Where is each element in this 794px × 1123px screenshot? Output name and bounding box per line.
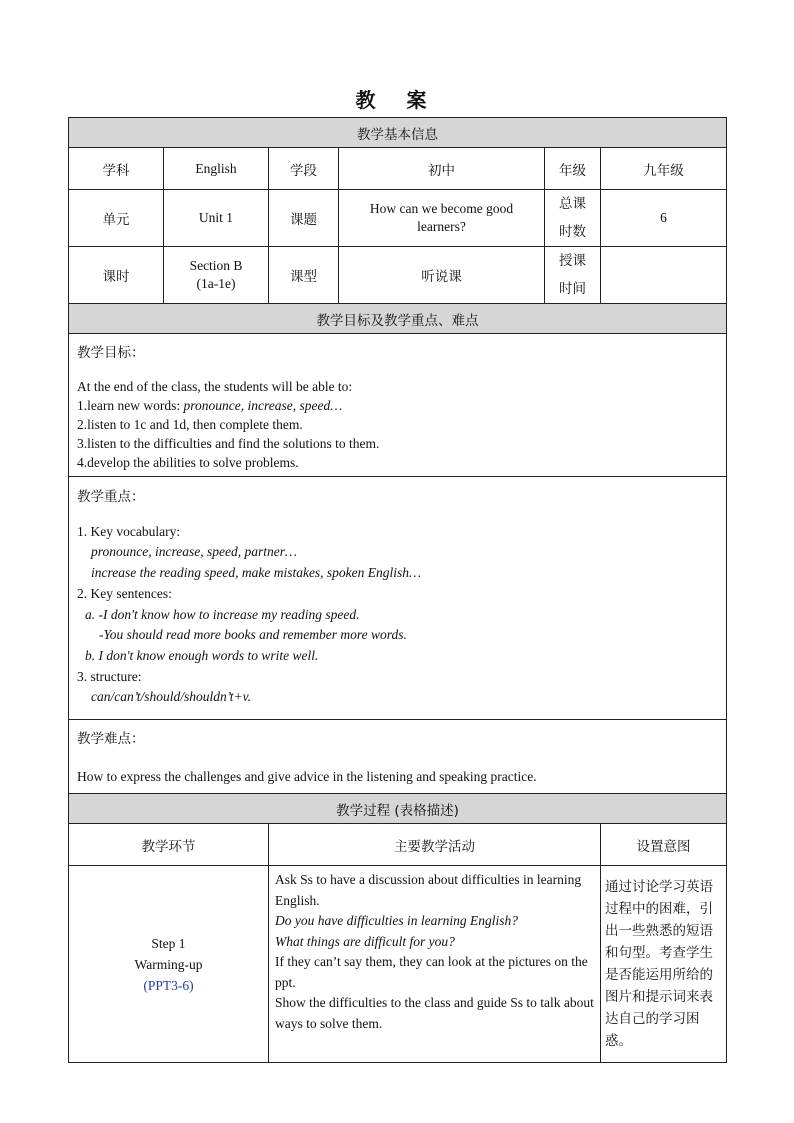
total-hours-label-line2: 时数 bbox=[559, 224, 586, 240]
period-value bbox=[164, 247, 269, 304]
process-header: 教学过程 (表格描述) bbox=[69, 794, 727, 824]
process-col-activity: 主要教学活动 bbox=[269, 824, 601, 866]
key-vocab-line-2: increase the reading speed, make mistakes, spoken English… bbox=[91, 565, 422, 581]
key-sentences-label: 2. Key sentences: bbox=[77, 585, 172, 601]
step-1-activity-4: If they can’t say them, they can look at the pictures on the ppt. bbox=[275, 954, 588, 990]
structure-label: 3. structure: bbox=[77, 668, 142, 684]
stage-value: 初中 bbox=[339, 148, 545, 190]
key-points-section bbox=[69, 477, 727, 720]
objective-item-4: 4.develop the abilities to solve problems. bbox=[77, 455, 299, 470]
grade-value: 九年级 bbox=[601, 148, 727, 190]
unit-label: 单元 bbox=[69, 190, 164, 247]
key-points-heading: 教学重点： bbox=[77, 489, 145, 505]
process-col-step: 教学环节 bbox=[69, 824, 269, 866]
stage-label: 学段 bbox=[269, 148, 339, 190]
objective-item-2: 2.listen to 1c and 1d, then complete them. bbox=[77, 417, 303, 432]
page-title: 教 案 bbox=[355, 88, 439, 112]
key-sentence-a2: -You should read more books and remember more words. bbox=[99, 627, 407, 643]
step-1-intent: 通过讨论学习英语过程中的困难，引出一些熟悉的短语和句型。考查学生是否能运用所给的图片和提示词来表达自己的学习困惑。 bbox=[601, 866, 727, 1063]
structure-value: can/can’t/should/shouldn’t+v. bbox=[91, 689, 251, 705]
step-1-activity-3: What things are difficult for you? bbox=[275, 933, 455, 949]
grade-label: 年级 bbox=[545, 148, 601, 190]
step-1-subtitle: Warming-up bbox=[134, 956, 203, 972]
objective-item-1-prefix: 1.learn new words: bbox=[77, 398, 184, 413]
step-1-activity-1: Ask Ss to have a discussion about difficulties in learning English. bbox=[275, 872, 582, 908]
teaching-time-label-line1: 授课 bbox=[559, 253, 586, 269]
step-1-ppt: (PPT3-6) bbox=[143, 977, 194, 993]
process-col-intent: 设置意图 bbox=[601, 824, 727, 866]
objectives-intro: At the end of the class, the students will be able to: bbox=[77, 379, 353, 394]
step-1-activities bbox=[269, 866, 601, 1063]
step-1-name bbox=[69, 866, 269, 1063]
lesson-type-label: 课型 bbox=[269, 247, 339, 304]
objective-item-3: 3.listen to the difficulties and find the solutions to them. bbox=[77, 436, 380, 451]
total-hours-label-line1: 总课 bbox=[559, 196, 586, 212]
period-label: 课时 bbox=[69, 247, 164, 304]
teaching-time-label bbox=[545, 247, 601, 304]
teaching-time-label-line2: 时间 bbox=[559, 281, 586, 297]
step-1-activity-2: Do you have difficulties in learning English? bbox=[275, 913, 518, 928]
topic-label: 课题 bbox=[269, 190, 339, 247]
topic-value: How can we become good learners? bbox=[339, 190, 545, 247]
subject-label: 学科 bbox=[69, 148, 164, 190]
lesson-plan-table bbox=[68, 117, 727, 1063]
objectives-heading: 教学目标： bbox=[77, 345, 145, 361]
period-value-line1: Section B bbox=[189, 258, 243, 273]
basic-info-header: 教学基本信息 bbox=[69, 118, 727, 148]
difficult-points-heading: 教学难点： bbox=[77, 731, 145, 747]
total-hours-value: 6 bbox=[601, 190, 727, 247]
teaching-time-value bbox=[601, 247, 727, 304]
subject-value: English bbox=[164, 148, 269, 190]
objectives-header: 教学目标及教学重点、难点 bbox=[69, 304, 727, 334]
key-vocab-label: 1. Key vocabulary: bbox=[77, 523, 181, 539]
unit-value: Unit 1 bbox=[164, 190, 269, 247]
difficult-points-text: How to express the challenges and give advice in the listening and speaking practice. bbox=[77, 769, 537, 784]
key-sentence-b: b. I don't know enough words to write well. bbox=[85, 647, 319, 663]
objective-item-1-words: pronounce, increase, speed… bbox=[183, 398, 343, 413]
difficult-points-section bbox=[69, 720, 727, 794]
objective-item-1 bbox=[77, 396, 718, 415]
step-1-title: Step 1 bbox=[151, 935, 186, 951]
key-vocab-line-1: pronounce, increase, speed, partner… bbox=[91, 544, 297, 560]
lesson-type-value: 听说课 bbox=[339, 247, 545, 304]
key-sentence-a1: a. -I don't know how to increase my reading speed. bbox=[85, 606, 360, 622]
step-1-activity-5: Show the difficulties to the class and guide Ss to talk about ways to solve them. bbox=[275, 995, 594, 1031]
objectives-section bbox=[69, 334, 727, 477]
total-hours-label bbox=[545, 190, 601, 247]
period-value-line2: (1a-1e) bbox=[196, 276, 236, 291]
